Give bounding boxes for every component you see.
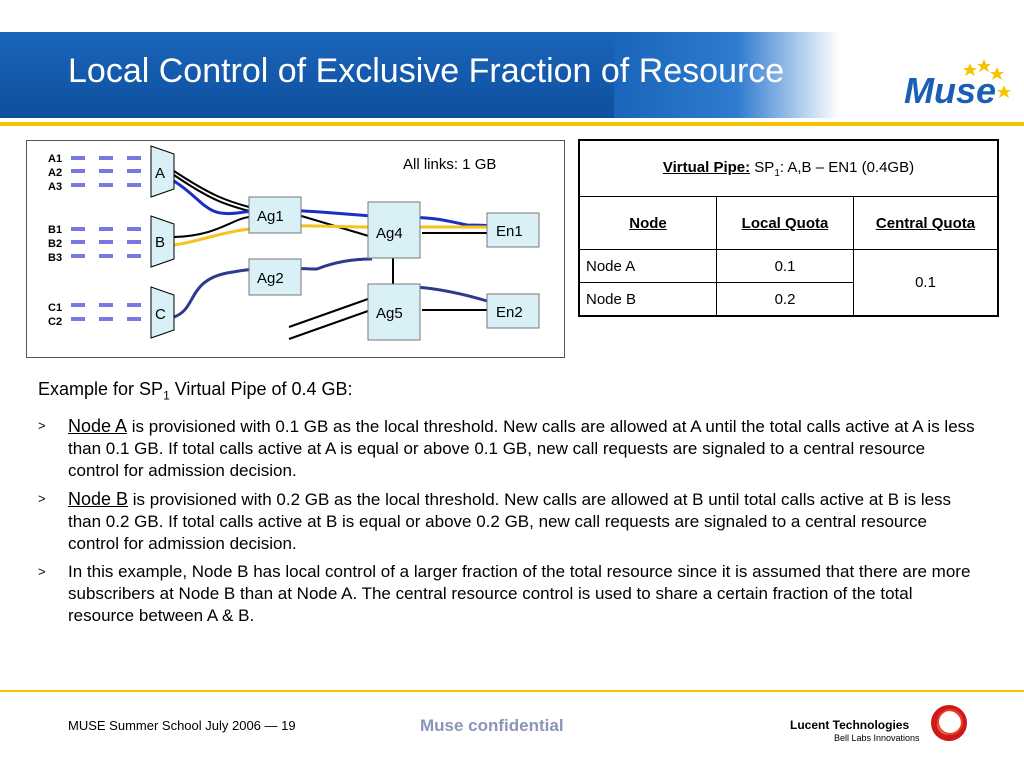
bullet-text: is provisioned with 0.2 GB as the local threshold. New calls are allowed at B until total calls active at B is less than 0.2 GB. If total calls active at B is equal or above 0.2 GB, new call requests are signaled to a central resource control for admission decision. bbox=[68, 489, 952, 553]
link-yellow bbox=[174, 226, 487, 245]
muse-logo bbox=[900, 55, 1015, 115]
node-label: B bbox=[155, 234, 166, 251]
cell-local-quota: 0.1 bbox=[717, 250, 854, 283]
bullet-summary bbox=[38, 561, 978, 627]
client-label: B2 bbox=[48, 238, 63, 250]
muse-logo-text: Muse bbox=[904, 70, 997, 111]
quota-table-header bbox=[579, 197, 998, 250]
bullet-marker: > bbox=[38, 563, 46, 579]
virtual-pipe-sp: SP bbox=[754, 158, 775, 176]
node-en2 bbox=[487, 294, 539, 328]
client-label: A1 bbox=[48, 153, 63, 165]
client-label: B3 bbox=[48, 252, 63, 264]
lucent-logo bbox=[784, 714, 984, 754]
header-divider bbox=[0, 122, 1024, 126]
cell-central-quota: 0.1 bbox=[854, 250, 999, 317]
node-en1 bbox=[487, 213, 539, 247]
virtual-pipe-title bbox=[579, 140, 998, 197]
node-b-term: Node B bbox=[68, 488, 129, 509]
node-label: En2 bbox=[496, 304, 523, 321]
node-label: Ag1 bbox=[257, 208, 284, 225]
bullet-marker: > bbox=[38, 417, 46, 433]
client-label: A3 bbox=[48, 181, 63, 193]
footer-confidential: Muse confidential bbox=[420, 716, 564, 735]
lucent-brand-sub: Bell Labs Innovations bbox=[834, 733, 920, 743]
node-label: A bbox=[155, 165, 166, 182]
node-ag5 bbox=[368, 284, 420, 340]
table-row bbox=[579, 250, 998, 283]
virtual-pipe-rest: : A,B – EN1 (0.4GB) bbox=[779, 158, 915, 176]
network-diagram bbox=[26, 140, 565, 358]
cell-local-quota: 0.2 bbox=[717, 283, 854, 317]
bullet-marker: > bbox=[38, 490, 46, 506]
mux-node-b bbox=[151, 216, 174, 267]
footer-divider bbox=[0, 690, 1024, 692]
node-ag1 bbox=[249, 197, 301, 233]
node-label: C bbox=[155, 306, 166, 323]
node-ag2 bbox=[249, 259, 301, 295]
cell-node: Node A bbox=[579, 250, 717, 283]
node-a-term: Node A bbox=[68, 415, 128, 436]
quota-table-title-row bbox=[579, 140, 998, 197]
col-central-header: Central Quota bbox=[854, 197, 999, 250]
footer-event: MUSE Summer School July 2006 — 19 bbox=[68, 718, 296, 733]
quota-table bbox=[578, 139, 999, 317]
explanation-text bbox=[38, 378, 978, 633]
client-label: C1 bbox=[48, 302, 63, 314]
page-title: Local Control of Exclusive Fraction of Resource bbox=[68, 52, 785, 90]
virtual-pipe-label: Virtual Pipe: bbox=[662, 158, 751, 176]
lucent-brand: Lucent Technologies bbox=[790, 718, 910, 732]
diagram-caption: All links: 1 GB bbox=[403, 156, 497, 173]
cell-node: Node B bbox=[579, 283, 717, 317]
link-navy bbox=[174, 259, 487, 317]
header-top-strip bbox=[0, 0, 1024, 32]
client-label: C2 bbox=[48, 316, 63, 328]
node-ag4 bbox=[368, 202, 420, 258]
client-label: B1 bbox=[48, 224, 63, 236]
intro-line bbox=[38, 378, 978, 407]
intro-sub: 1 bbox=[163, 388, 170, 403]
node-label: Ag2 bbox=[257, 270, 284, 287]
link-black bbox=[174, 171, 487, 339]
intro-post: Virtual Pipe of 0.4 GB: bbox=[169, 379, 353, 399]
bullet-node-b bbox=[38, 488, 978, 555]
bullet-node-a bbox=[38, 415, 978, 482]
col-node-header: Node bbox=[579, 197, 717, 250]
bullet-text: is provisioned with 0.1 GB as the local threshold. New calls are allowed at A until the total calls active at A is less than 0.1 GB. If total calls active at A is equal or above 0.1 GB, new call requests are signaled to a central resource control for admission decision. bbox=[68, 416, 975, 480]
intro-pre: Example for SP bbox=[38, 379, 164, 399]
mux-node-a bbox=[151, 146, 174, 197]
network-diagram-canvas bbox=[27, 141, 564, 357]
client-dashes bbox=[71, 158, 141, 319]
client-label: A2 bbox=[48, 167, 63, 179]
node-label: Ag4 bbox=[376, 225, 403, 242]
col-local-header: Local Quota bbox=[717, 197, 854, 250]
bullet-text: In this example, Node B has local control of a larger fraction of the total resource since it is assumed that there are more subscribers at Node B than at Node A. The central resource control is used to share a certain fraction of the total resource between A & B. bbox=[68, 561, 971, 625]
virtual-pipe-sub: 1 bbox=[774, 167, 780, 179]
lucent-ring-icon bbox=[928, 702, 970, 744]
node-label: Ag5 bbox=[376, 305, 403, 322]
mux-node-c bbox=[151, 287, 174, 338]
node-label: En1 bbox=[496, 223, 523, 240]
